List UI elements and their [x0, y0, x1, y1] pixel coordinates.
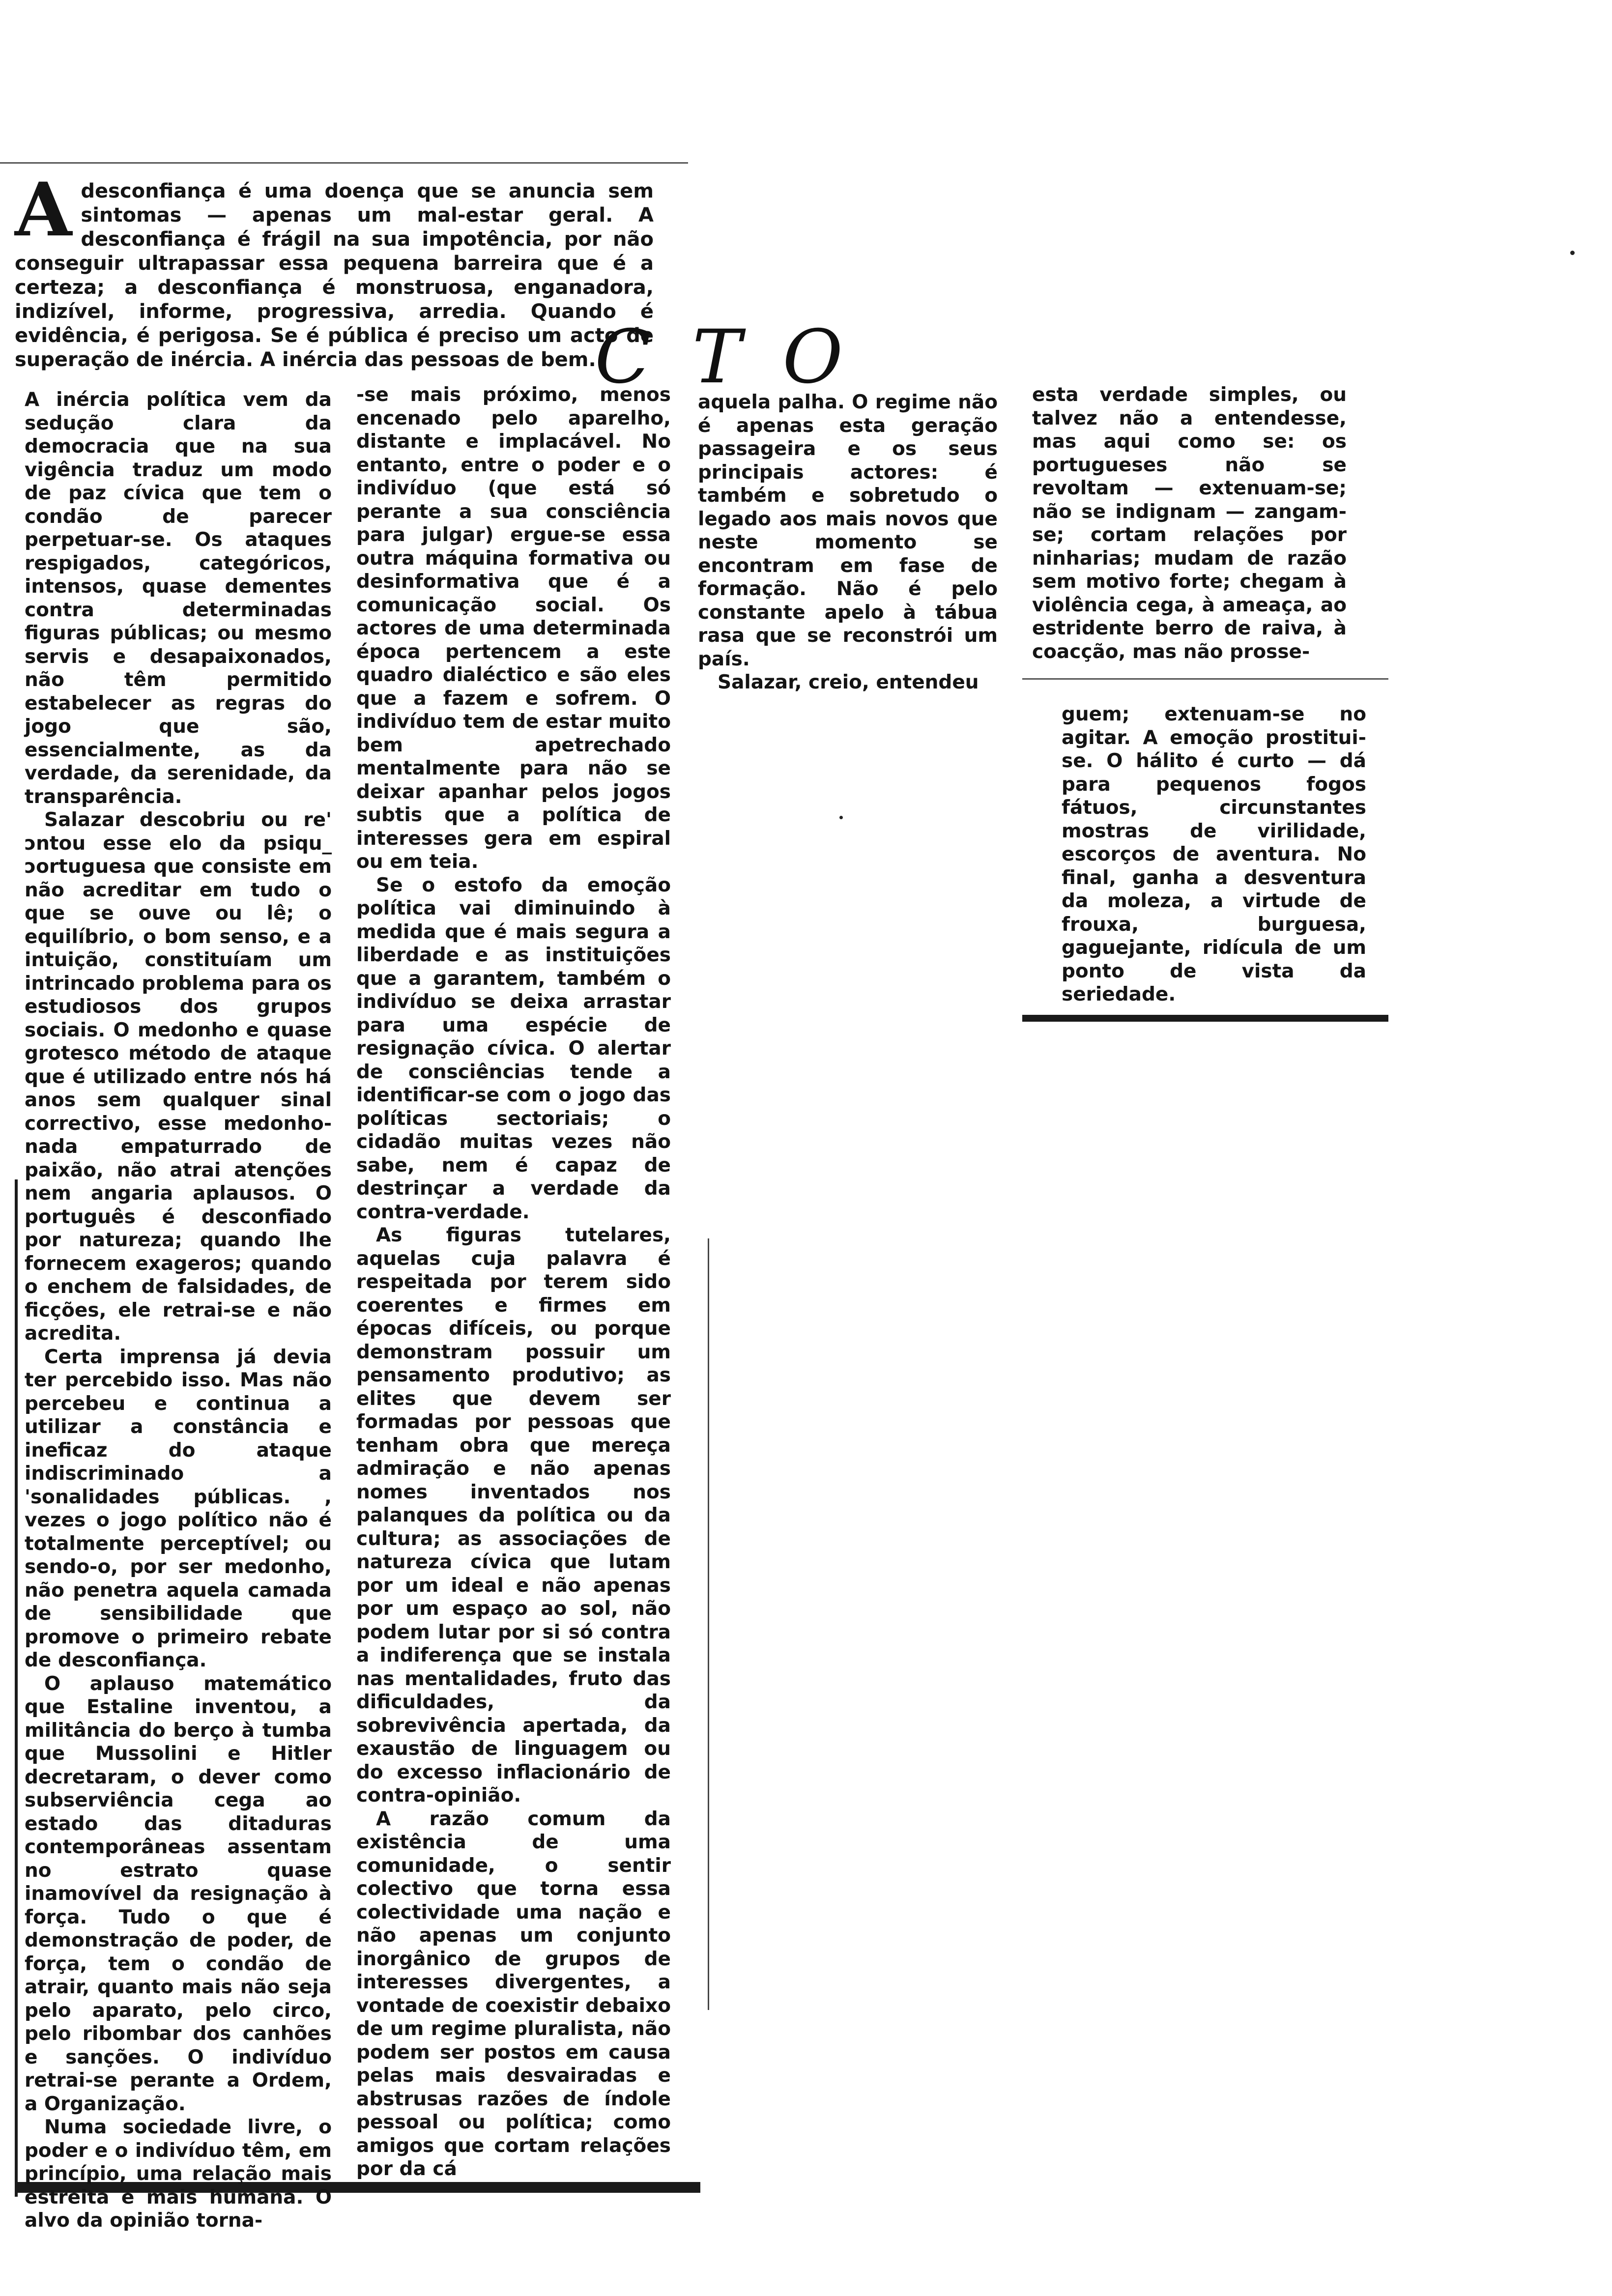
column-3	[698, 391, 998, 694]
handwritten-annotation: C T O	[595, 315, 852, 400]
fragment-bottom-edge	[1022, 1015, 1388, 1022]
fragment-cut-line	[1022, 678, 1388, 680]
column-2	[356, 383, 671, 2181]
lead-paragraph	[15, 167, 654, 372]
col3-paragraph: Salazar, creio, entendeu	[718, 671, 979, 693]
col5-paragraph: guem; extenuam-se no agitar. A emoção prostitui-se. O hálito é curto — dá para pequenos fogos fátuos, circunstantes mostras de virilidade, escorços de aventura. No final, ganha a desventura da moleza, a virtude de frouxa, burguesa, gaguejante, ridícula de um ponto de vista da seriedade.	[1062, 703, 1366, 1005]
col1-paragraph: Numa sociedade livre, o poder e o indivíduo têm, em princípio, uma relação mais estreita e mais humana. O alvo da opinião torna-	[25, 2116, 332, 2232]
column-divider-right	[708, 1238, 709, 2010]
column-4	[1032, 383, 1347, 663]
col1-paragraph: O aplauso matemático que Estaline inventou, a militância do berço à tumba que Mussolini e Hitler decretaram, o dever como subserviência cega ao estado das ditaduras contemporâneas assentam no estrato quase inamovível da resignação à força. Tudo o que é demonstração de poder, de força, tem o condão de atrair, quanto mais não seja pelo aparato, pelo circo, pelo ribombar dos canhões e sanções. O indivíduo retrai-se perante a Ordem, a Organização.	[25, 1672, 332, 2115]
col2-paragraph: Se o estofo da emoção política vai diminuindo à medida que é mais segura a liberdade e as instituições que a garantem, também o indivíduo se deixa arrastar para uma espécie de resignação cívica. O alertar de consciências tende a identificar-se com o jogo das políticas sectoriais; o cidadão muitas vezes não sabe, nem é capaz de destrinçar a verdade da contra-verdade.	[356, 874, 671, 1223]
column-5	[1062, 703, 1366, 1006]
col2-paragraph: -se mais próximo, menos encenado pelo aparelho, distante e implacável. No entanto, entre o poder e o indivíduo (que está só perante a sua consciência para julgar) ergue-se essa outra máquina formativa ou desinformativa que é a comunicação social. Os actores de uma determinada época pertencem a este quadro dialéctico e são eles que a fazem e sofrem. O indivíduo tem de estar muito bem apetrechado mentalmente para não se deixar apanhar pelos jogos subtis que a política de interesses gera em espiral ou em teia.	[356, 384, 671, 873]
col1-paragraph: Certa imprensa já devia ter percebido isso. Mas não percebeu e continua a utilizar a constância e ineficaz do ataque indiscriminado a 'sonalidades públicas. , vezes o jogo político não é totalmente perceptível; ou sendo-o, por ser medonho, não penetra aquela camada de sensibilidade que promove o primeiro rebate de desconfiança.	[25, 1346, 332, 1671]
lead-text: desconfiança é uma doença que se anuncia sem sintomas — apenas um mal-estar geral. A desconfiança é frágil na sua impotência, por não conseguir ultrapassar essa pequena barreira que é a certeza; a desconfiança é monstruosa, enganadora, indizível, informe, progressiva, arredia. Quando é evidência, é perigosa. Se é pública é preciso um acto de superação de inércia. A inércia das pessoas de bem.	[15, 180, 654, 371]
col2-paragraph: As figuras tutelares, aquelas cuja palavra é respeitada por terem sido coerentes e firmes em épocas difíceis, ou porque demonstram possuir um pensamento produtivo; as elites que devem ser formadas por pessoas que tenham obra que mereça admiração e não apenas nomes inventados nos palanques da política ou da cultura; as associações de natureza cívica que lutam por um ideal e não apenas por um espaço ao sol, não podem lutar por si só contra a indiferença que se instala nas mentalidades, fruto das dificuldades, da sobrevivência apertada, da exaustão de linguagem ou do excesso inflacionário de contra-opinião.	[356, 1224, 671, 1807]
clipping-left-edge	[15, 1179, 18, 2197]
clipping-top-edge	[0, 162, 688, 164]
col4-paragraph: esta verdade simples, ou talvez não a entendesse, mas aqui como se: os portugueses não se revoltam — extenuam-se; não se indignam — zangam-se; cortam relações por ninharias; mudam de razão sem motivo forte; chegam à violência cega, à ameaça, ao estridente berro de raiva, à coacção, mas não prosse-	[1032, 384, 1347, 663]
col1-paragraph: Salazar descobriu ou re' ɔntou esse elo da psiqu_ ɔortuguesa que consiste em não acreditar em tudo o que se ouve ou lê; o equilíbrio, o bom senso, e a intuição, constituíam um intrincado problema para os estudiosos dos grupos sociais. O medonho e quase grotesco método de ataque que é utilizado entre nós há anos sem qualquer sinal correctivo, esse medonho-nada empaturrado de paixão, não atrai atenções nem angaria aplausos. O português é desconfiado por natureza; quando lhe fornecem exageros; quando o enchem de falsidades, de ficções, ele retrai-se e não acredita.	[25, 809, 332, 1345]
col2-paragraph: A razão comum da existência de uma comunidade, o sentir colectivo que torna essa colectividade uma nação e não apenas um conjunto inorgânico de grupos de interesses divergentes, a vontade de coexistir debaixo de um regime pluralista, não podem ser postos em causa pelas mais desvairadas e abstrusas razões de índole pessoal ou política; como amigos que cortam relações por da cá	[356, 1808, 671, 2180]
col1-paragraph: A inércia política vem da sedução clara da democracia que na sua vigência traduz um modo de paz cívica que tem o condão de parecer perpetuar-se. Os ataques respigados, categóricos, intensos, quase dementes contra determinadas figuras públicas; ou mesmo servis e desapaixonados, não têm permitido estabelecer as regras do jogo que são, essencialmente, as da verdade, da serenidade, da transparência.	[25, 389, 332, 808]
scan-speck	[839, 816, 843, 819]
drop-cap: A	[15, 167, 72, 253]
column-1	[25, 388, 332, 2233]
col3-paragraph: aquela palha. O regime não é apenas esta geração passageira e os seus principais actores: é também e sobretudo o legado aos mais novos que neste momento se encontram em fase de formação. Não é pelo constante apelo à tábua rasa que se reconstrói um país.	[698, 391, 998, 670]
scan-speck	[1570, 251, 1575, 255]
